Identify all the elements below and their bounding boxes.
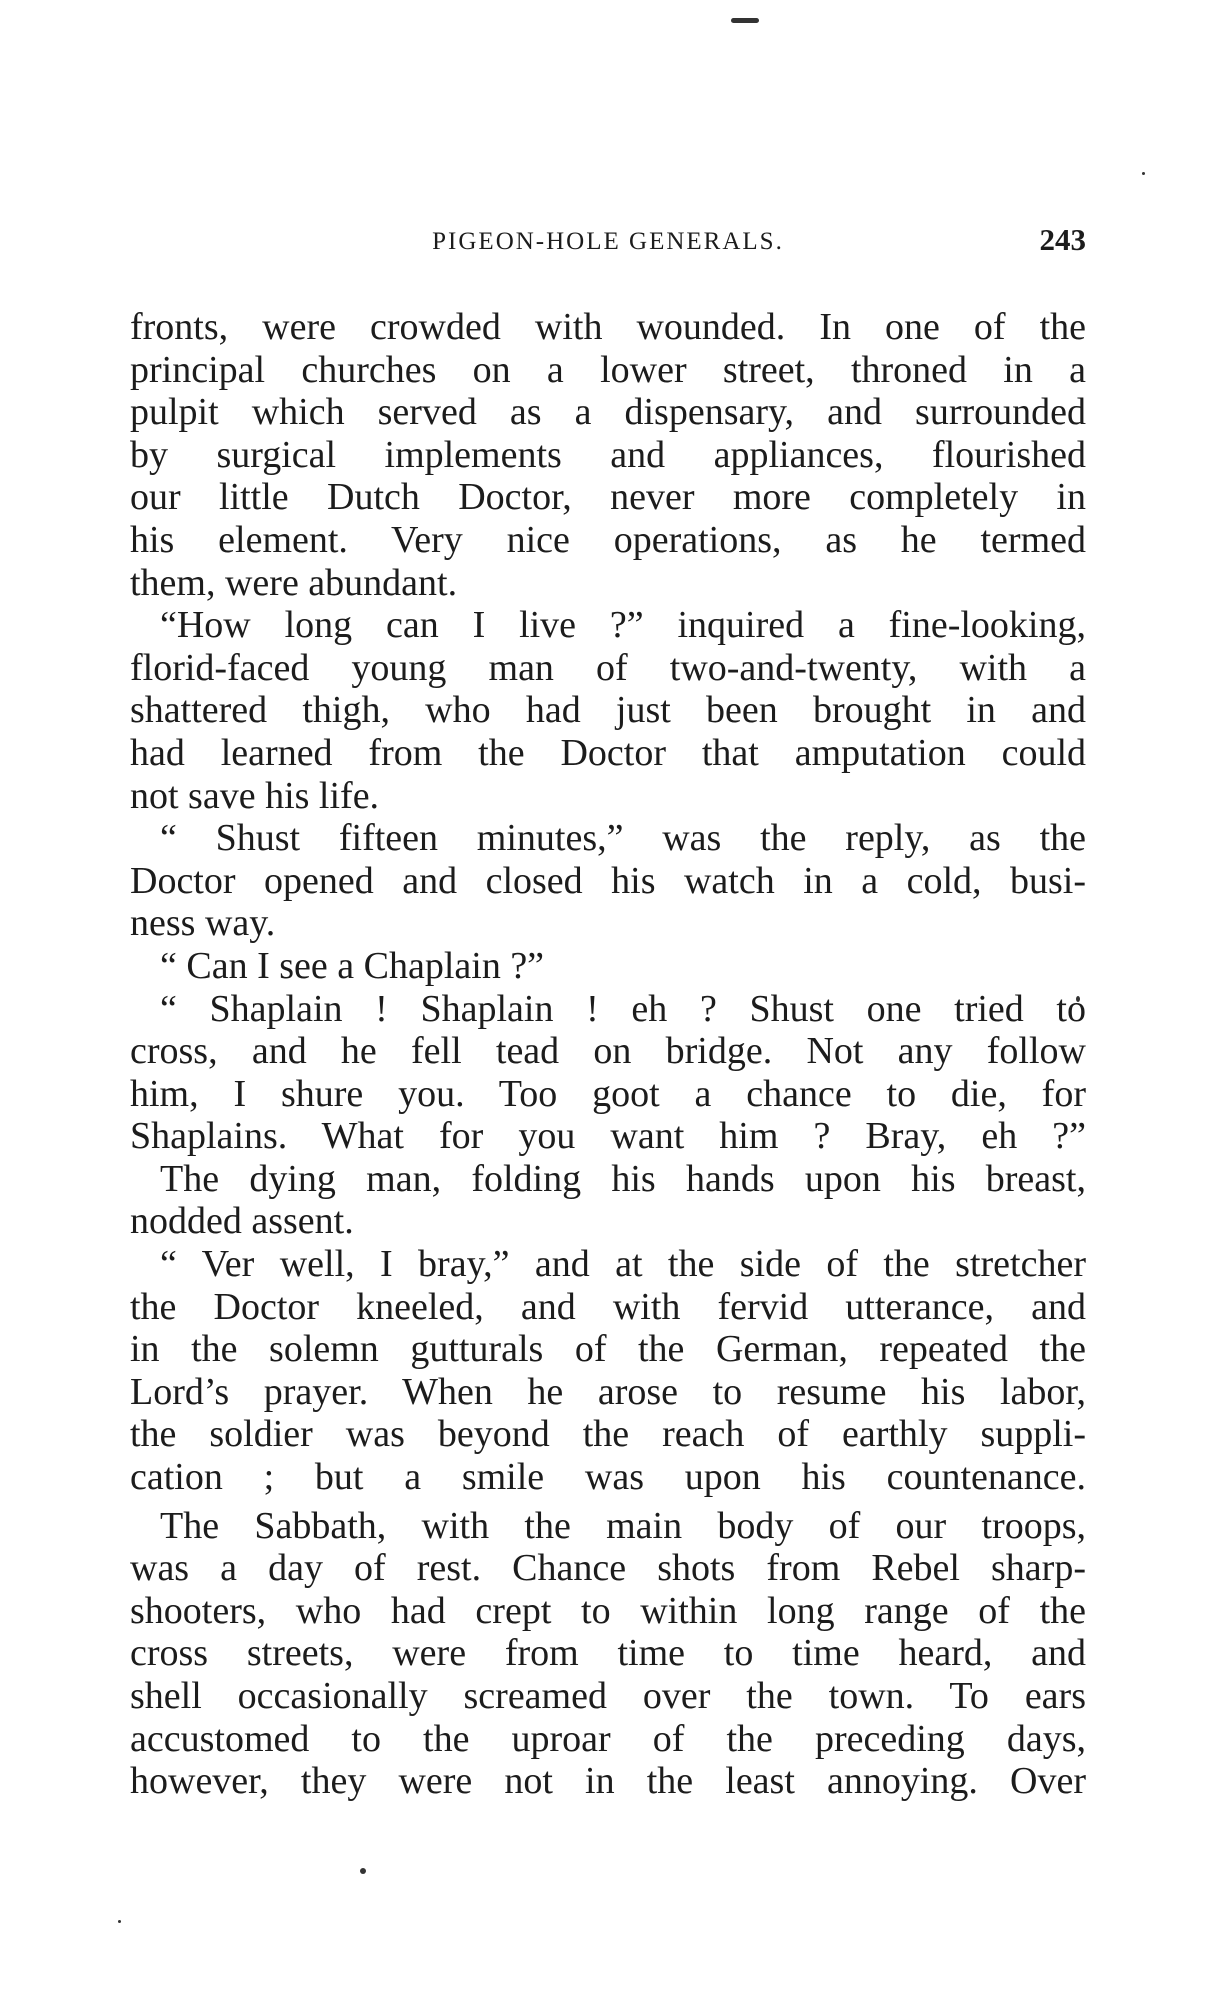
text-line: had learned from the Doctor that amputation could bbox=[130, 731, 1086, 774]
text-line: in the solemn gutturals of the German, repeated the bbox=[130, 1328, 1086, 1371]
text-line: ness way. bbox=[130, 902, 276, 945]
text-line: the soldier was beyond the reach of earthly suppli- bbox=[130, 1413, 1086, 1456]
text-line: accustomed to the uproar of the preceding days, bbox=[130, 1717, 1086, 1760]
text-line: was a day of rest. Chance shots from Rebel sharp- bbox=[130, 1547, 1086, 1590]
text-line: “ Shaplain ! Shaplain ! eh ? Shust one tried to bbox=[160, 987, 1086, 1030]
text-line: “ Can I see a Chaplain ?” bbox=[160, 944, 545, 987]
text-line: “How long can I live ?” inquired a fine-looking, bbox=[160, 604, 1086, 647]
text-line: “ Ver well, I bray,” and at the side of the stretcher bbox=[160, 1243, 1086, 1286]
page-header bbox=[130, 222, 1086, 262]
printer-ornament-mark bbox=[731, 18, 759, 23]
text-line: cross streets, were from time to time heard, and bbox=[130, 1632, 1086, 1675]
text-line: shooters, who had crept to within long range of the bbox=[130, 1589, 1086, 1632]
text-line: cross, and he fell tead on bridge. Not any follow bbox=[130, 1030, 1086, 1073]
text-line: principal churches on a lower street, throned in a bbox=[130, 348, 1086, 391]
page-speck bbox=[360, 1868, 366, 1874]
text-line: The Sabbath, with the main body of our troops, bbox=[160, 1504, 1086, 1547]
page-speck bbox=[118, 1920, 121, 1923]
text-line: nodded assent. bbox=[130, 1200, 354, 1243]
page-number: 243 bbox=[1039, 222, 1086, 257]
running-title: PIGEON-HOLE GENERALS. bbox=[432, 228, 784, 255]
text-line: shell occasionally screamed over the town. To ears bbox=[130, 1675, 1086, 1717]
text-line: “ Shust fifteen minutes,” was the reply, as the bbox=[160, 817, 1086, 860]
text-line: the Doctor kneeled, and with fervid utterance, and bbox=[130, 1285, 1086, 1328]
text-line: our little Dutch Doctor, never more completely in bbox=[130, 476, 1086, 519]
text-line: however, they were not in the least annoying. Over bbox=[130, 1760, 1086, 1803]
text-line: him, I shure you. Too goot a chance to die, for bbox=[130, 1072, 1086, 1115]
text-line: his element. Very nice operations, as he termed bbox=[130, 518, 1086, 561]
text-line: pulpit which served as a dispensary, and surrounded bbox=[130, 391, 1086, 434]
text-line: Lord’s prayer. When he arose to resume his labor, bbox=[130, 1370, 1086, 1413]
text-line: Doctor opened and closed his watch in a cold, busi- bbox=[130, 859, 1086, 902]
text-line: them, were abundant. bbox=[130, 561, 458, 604]
page-speck bbox=[1142, 172, 1145, 175]
text-line: by surgical implements and appliances, flourished bbox=[130, 433, 1086, 476]
text-line: cation ; but a smile was upon his countenance. bbox=[130, 1456, 1086, 1499]
text-line: Shaplains. What for you want him ? Bray, eh ?” bbox=[130, 1115, 1086, 1158]
text-line: not save his life. bbox=[130, 774, 380, 817]
text-line: The dying man, folding his hands upon his breast, bbox=[160, 1157, 1086, 1200]
body-text bbox=[130, 306, 1086, 1803]
text-line: fronts, were crowded with wounded. In one of the bbox=[130, 306, 1086, 348]
text-line: shattered thigh, who had just been brought in and bbox=[130, 689, 1086, 732]
text-line: florid-faced young man of two-and-twenty, with a bbox=[130, 646, 1086, 689]
